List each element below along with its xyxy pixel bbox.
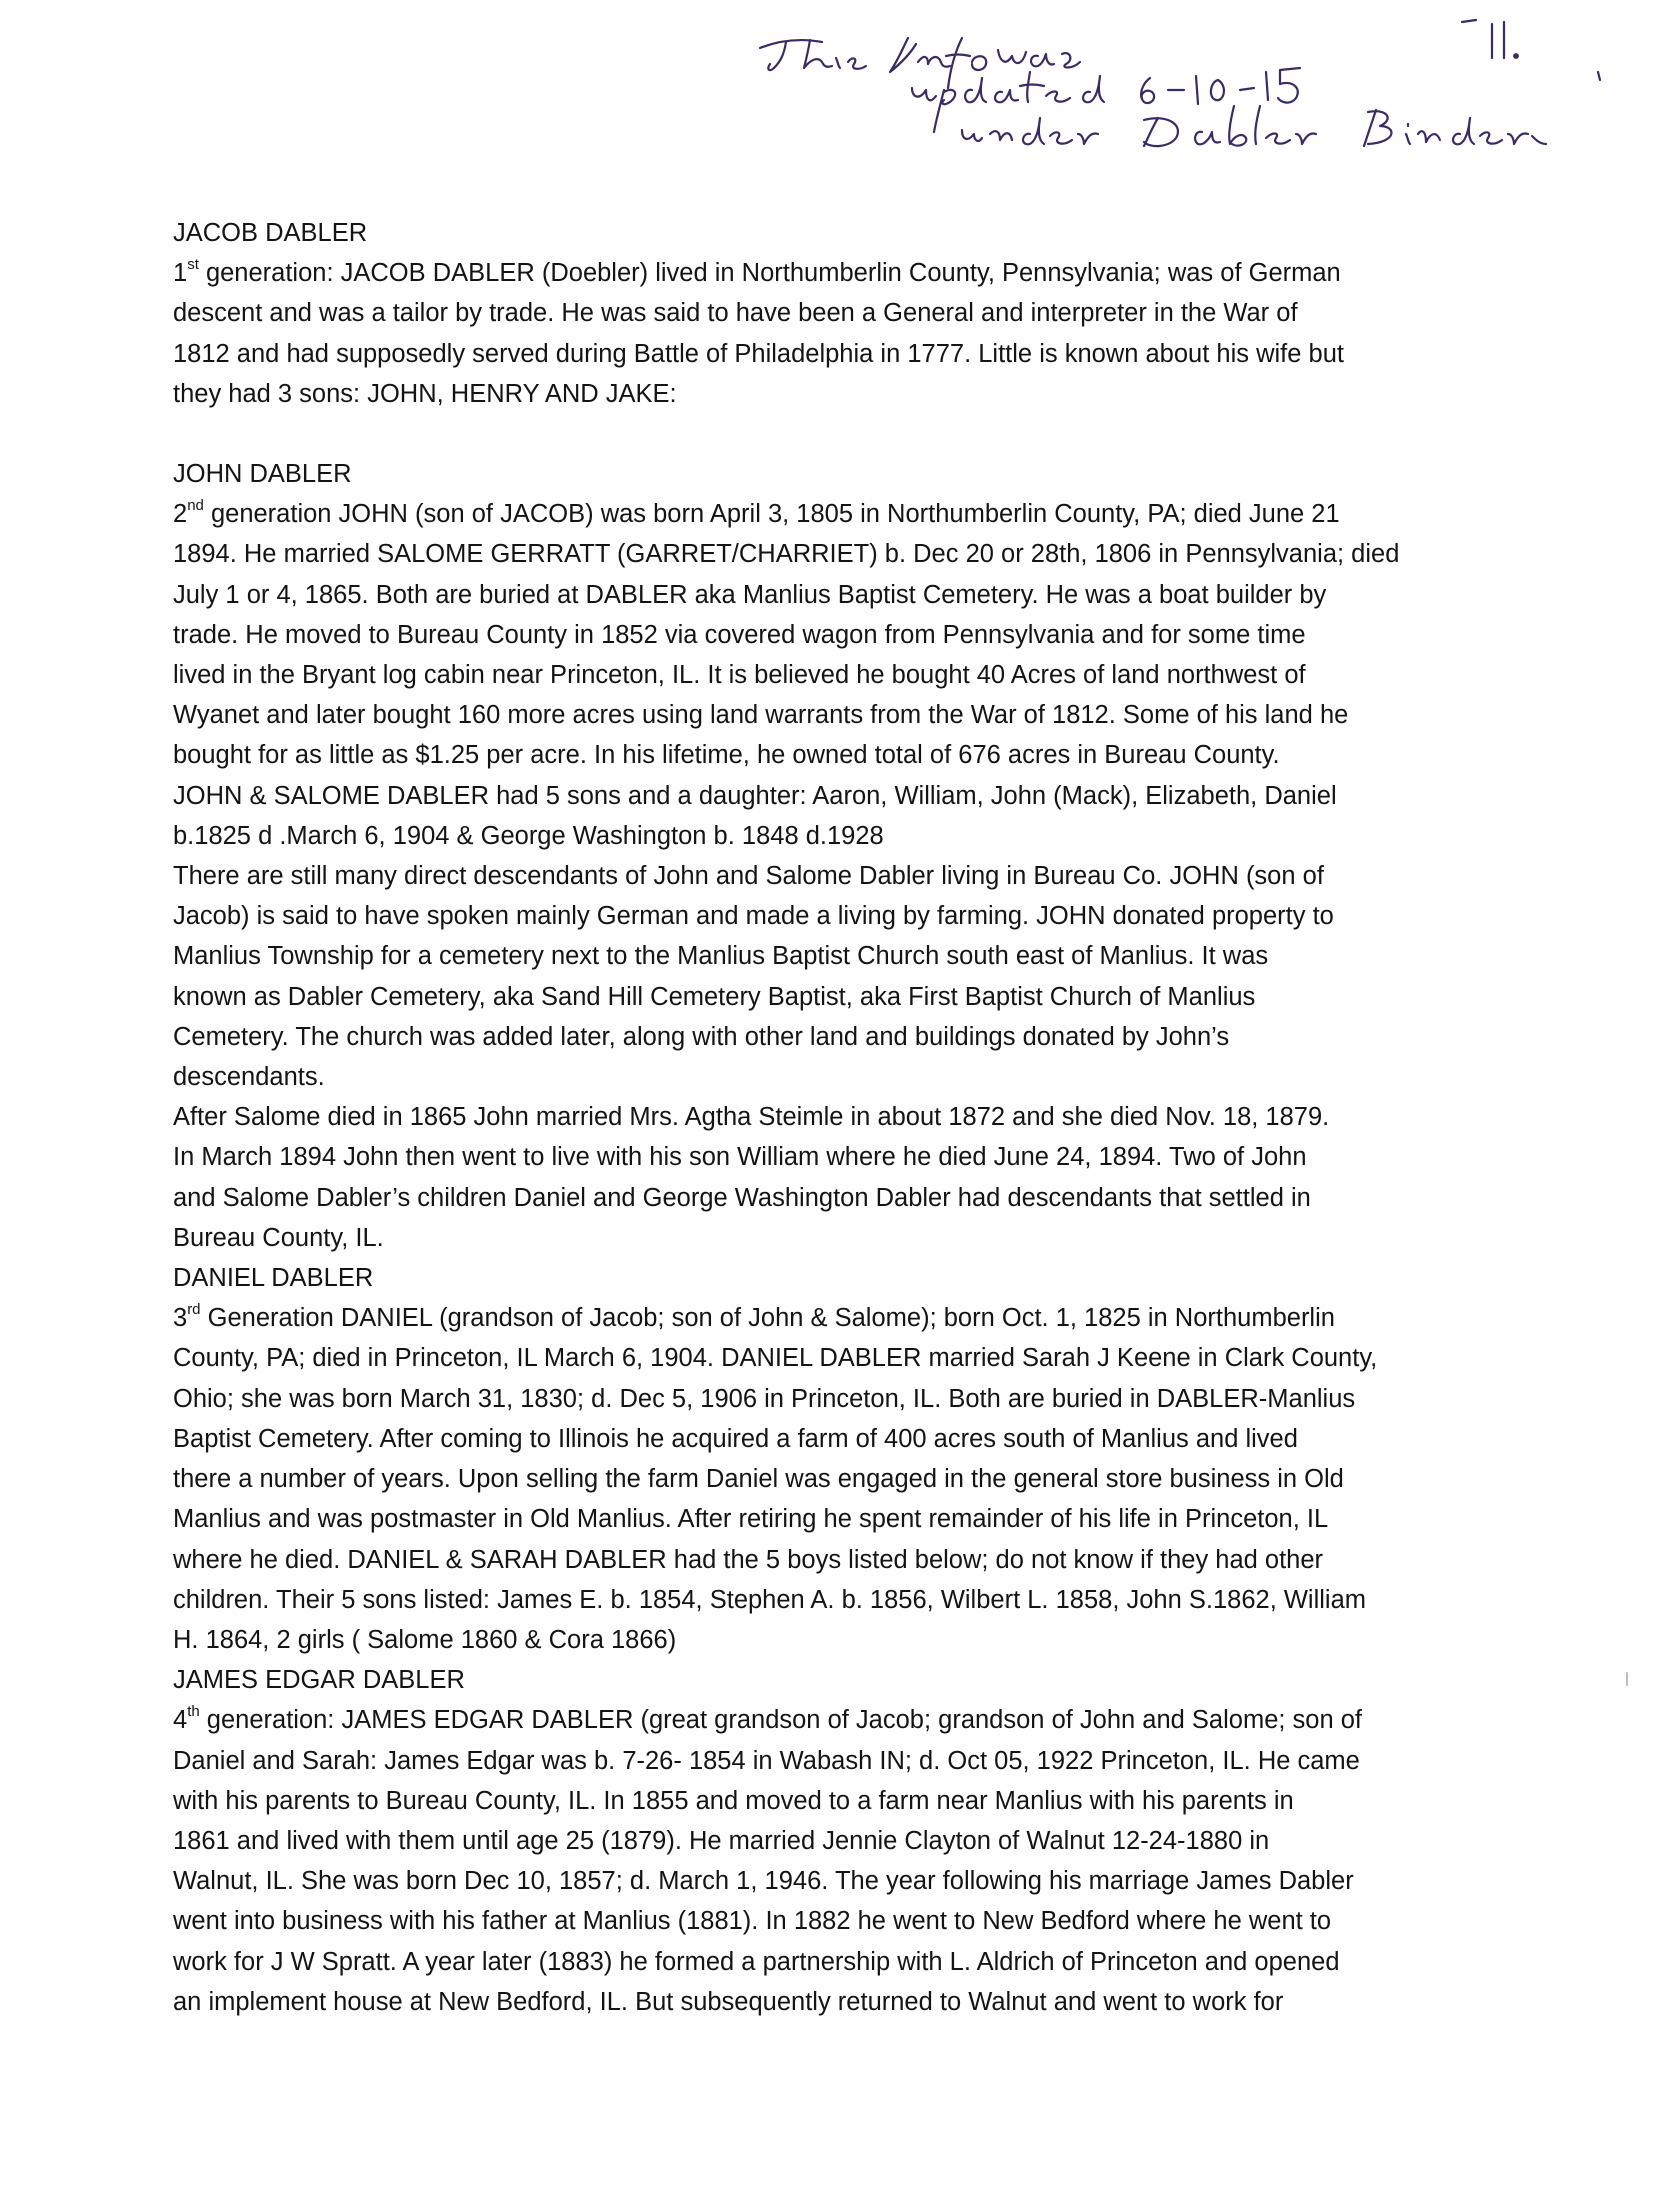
text-line: Cemetery. The church was added later, along with other land and buildings donated by John’s: [173, 1022, 1230, 1051]
generation-number: 3: [173, 1304, 188, 1333]
generation-number: 4: [173, 1706, 188, 1735]
line-text: generation: JAMES EDGAR DABLER (great grandson of Jacob; grandson of John and Salome; son of: [199, 1706, 1363, 1735]
text-line: [173, 1700, 1483, 1740]
text-line: b.1825 d .March 6, 1904 & George Washington b. 1848 d.1928: [173, 821, 884, 850]
ordinal-suffix: th: [187, 1702, 200, 1720]
text-line: trade. He moved to Bureau County in 1852 via covered wagon from Pennsylvania and for some time: [173, 620, 1306, 649]
section-heading: JACOB DABLER: [173, 219, 368, 247]
section-daniel-dabler: [173, 1258, 1483, 1660]
section-james-edgar-dabler: [173, 1660, 1483, 2022]
text-line: 1861 and lived with them until age 25 (1879). He married Jennie Clayton of Walnut 12-24-1880 in: [173, 1826, 1270, 1855]
text-line: Manlius Township for a cemetery next to the Manlius Baptist Church south east of Manlius. It was: [173, 942, 1269, 971]
text-line: County, PA; died in Princeton, IL March 6, 1904. DANIEL DABLER married Sarah J Keene in Clark County,: [173, 1344, 1378, 1373]
document-body: [173, 213, 1483, 2022]
section-heading: JOHN DABLER: [173, 460, 352, 489]
line-text: generation JOHN (son of JACOB) was born April 3, 1805 in Northumberlin County, PA; died June 21: [203, 500, 1340, 529]
text-line: After Salome died in 1865 John married Mrs. Agtha Steimle in about 1872 and she died Nov. 18, 1879.: [173, 1103, 1330, 1132]
text-line: Ohio; she was born March 31, 1830; d. Dec 5, 1906 in Princeton, IL. Both are buried in DABLER-Manlius: [173, 1384, 1356, 1413]
text-line: lived in the Bryant log cabin near Princeton, IL. It is believed he bought 40 Acres of land northwest of: [173, 661, 1306, 690]
section-gap: [173, 414, 1483, 454]
text-line: there a number of years. Upon selling the farm Daniel was engaged in the general store business in Old: [173, 1465, 1344, 1494]
text-line: an implement house at New Bedford, IL. But subsequently returned to Walnut and went to work for: [173, 1987, 1284, 2016]
handwritten-annotation-drawing: [740, 10, 1620, 160]
text-line: descent and was a tailor by trade. He was said to have been a General and interpreter in the War of: [173, 299, 1298, 328]
text-line: Baptist Cemetery. After coming to Illinois he acquired a farm of 400 acres south of Manlius and lived: [173, 1424, 1298, 1453]
text-line: H. 1864, 2 girls ( Salome 1860 & Cora 1866): [173, 1625, 677, 1654]
text-line: July 1 or 4, 1865. Both are buried at DABLER aka Manlius Baptist Cemetery. He was a boat builder by: [173, 580, 1327, 609]
generation-number: 1: [173, 259, 188, 288]
handwritten-annotation: [740, 10, 1620, 160]
ordinal-suffix: rd: [187, 1300, 201, 1318]
text-line: work for J W Spratt. A year later (1883) he formed a partnership with L. Aldrich of Princeton and opened: [173, 1947, 1340, 1976]
text-line: Manlius and was postmaster in Old Manlius. After retiring he spent remainder of his life in Princeton, IL: [173, 1505, 1329, 1534]
section-jacob-dabler: [173, 213, 1483, 414]
text-line: Walnut, IL. She was born Dec 10, 1857; d. March 1, 1946. The year following his marriage James Dabler: [173, 1867, 1354, 1896]
text-line: [173, 1298, 1483, 1338]
text-line: Bureau County, IL.: [173, 1223, 384, 1252]
ordinal-suffix: nd: [187, 496, 204, 514]
ordinal-suffix: st: [187, 255, 199, 273]
text-line: Wyanet and later bought 160 more acres using land warrants from the War of 1812. Some of his land he: [173, 701, 1349, 730]
text-line: bought for as little as $1.25 per acre. In his lifetime, he owned total of 676 acres in Bureau County.: [173, 741, 1280, 770]
line-text: generation: JACOB DABLER (Doebler) lived in Northumberlin County, Pennsylvania; was of German: [198, 259, 1341, 288]
text-line: and Salome Dabler’s children Daniel and George Washington Dabler had descendants that settled in: [173, 1183, 1311, 1212]
section-john-dabler: [173, 454, 1483, 1258]
text-line: Daniel and Sarah: James Edgar was b. 7-26- 1854 in Wabash IN; d. Oct 05, 1922 Princeton, IL. He came: [173, 1746, 1360, 1775]
text-line: There are still many direct descendants of John and Salome Dabler living in Bureau Co. JOHN (son of: [173, 862, 1324, 891]
text-line: Jacob) is said to have spoken mainly German and made a living by farming. JOHN donated property to: [173, 902, 1334, 931]
section-heading: JAMES EDGAR DABLER: [173, 1666, 465, 1695]
line-text: Generation DANIEL (grandson of Jacob; son of John & Salome); born Oct. 1, 1825 in Northumberlin: [200, 1304, 1335, 1333]
text-line: In March 1894 John then went to live with his son William where he died June 24, 1894. Two of John: [173, 1143, 1307, 1172]
section-heading: DANIEL DABLER: [173, 1264, 374, 1293]
text-line: with his parents to Bureau County, IL. In 1855 and moved to a farm near Manlius with his parents in: [173, 1786, 1294, 1815]
generation-number: 2: [173, 500, 188, 529]
text-line: they had 3 sons: JOHN, HENRY AND JAKE:: [173, 379, 677, 408]
text-line: [173, 494, 1483, 534]
text-line: [173, 253, 1483, 293]
text-line: descendants.: [173, 1063, 325, 1092]
text-line: 1812 and had supposedly served during Battle of Philadelphia in 1777. Little is known about his wife but: [173, 339, 1344, 368]
text-line: children. Their 5 sons listed: James E. b. 1854, Stephen A. b. 1856, Wilbert L. 1858, John S.1862, William: [173, 1585, 1367, 1614]
text-line: JOHN & SALOME DABLER had 5 sons and a daughter: Aaron, William, John (Mack), Elizabeth, Daniel: [173, 781, 1337, 810]
text-line: known as Dabler Cemetery, aka Sand Hill Cemetery Baptist, aka First Baptist Church of Manlius: [173, 982, 1256, 1011]
text-line: where he died. DANIEL & SARAH DABLER had the 5 boys listed below; do not know if they had other: [173, 1545, 1324, 1574]
text-line: went into business with his father at Manlius (1881). In 1882 he went to New Bedford where he went to: [173, 1907, 1332, 1936]
text-line: 1894. He married SALOME GERRATT (GARRET/CHARRIET) b. Dec 20 or 28th, 1806 in Pennsylvania; died: [173, 540, 1400, 569]
scan-speck: [1626, 1672, 1628, 1686]
